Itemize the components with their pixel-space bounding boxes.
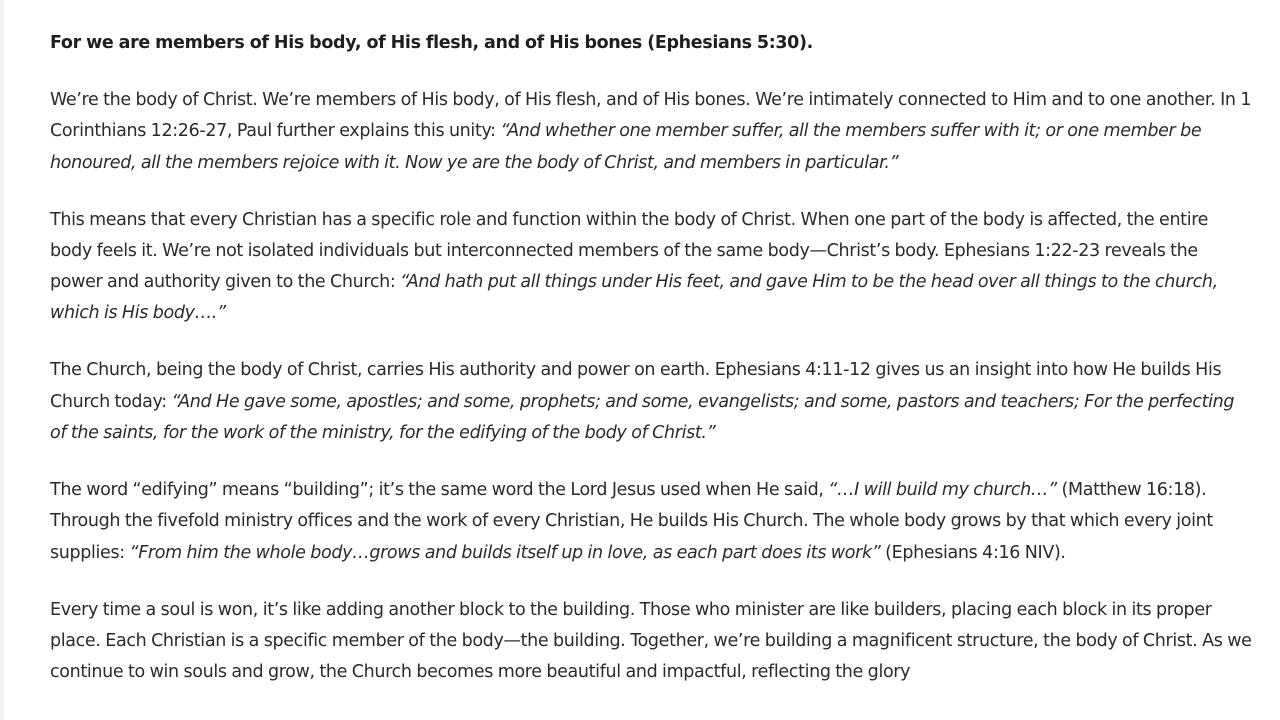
paragraph-3-quote: “And He gave some, apostles; and some, prophets; and some, evangelists; and some, pastors and teachers; For the perfecting of the saints, for the work of the ministry, for the edifying of the body of Christ.”: [50, 391, 1235, 444]
paragraph-4-quote-a: “…I will build my church…”: [828, 480, 1057, 501]
paragraph-2-text: This means that every Christian has a specific role and function within the body of Christ. When one part of the body is affected, the entire body feels it. We’re not isolated individuals but interconnected members of the same body—Christ’s body. Ephesians 1:22-23 reveals the power and authority given to the Church:: [50, 209, 1209, 293]
page: [4, 0, 1280, 720]
devotional-article: [50, 28, 1254, 714]
paragraph-4-text-c: (Ephesians 4:16 NIV).: [880, 542, 1066, 563]
paragraph-5-text: Every time a soul is won, it’s like adding another block to the building. Those who minister are like builders, placing each block in its proper place. Each Christian is a specific member of the body—the building. Together, we’re building a magnificent structure, the body of Christ. As we continue to win souls and grow, the Church becomes more beautiful and impactful, reflecting the glory: [50, 599, 1252, 683]
paragraph-4-text-a: The word “edifying” means “building”; it’s the same word the Lord Jesus used when He said,: [50, 480, 829, 501]
lead-scripture: For we are members of His body, of His flesh, and of His bones (Ephesians 5:30).: [50, 33, 813, 53]
paragraph-4-text-b: (Matthew 16:18). Through the fivefold ministry offices and the work of every Christian, He builds His Church. The whole body grows by that which every joint supplies:: [50, 480, 1213, 563]
paragraph-1-text: We’re the body of Christ. We’re members of His body, of His flesh, and of His bones. We’re intimately connected to Him and to one another. In 1 Corinthians 12:26-27, Paul further explains this unity:: [50, 89, 1252, 142]
paragraph-3: [50, 355, 1254, 449]
paragraph-1: [50, 85, 1254, 179]
paragraph-3-text: The Church, being the body of Christ, carries His authority and power on earth. Ephesians 4:11-12 gives us an insight into how He builds His Church today:: [50, 360, 1222, 412]
paragraph-1-quote: “And whether one member suffer, all the members suffer with it; or one member be honoured, all the members rejoice with it. Now ye are the body of Christ, and members in particular.”: [50, 121, 1202, 173]
paragraph-4: [50, 475, 1254, 569]
paragraph-5: [50, 595, 1254, 689]
paragraph-2: [50, 205, 1254, 330]
paragraph-4-quote-b: “From him the whole body…grows and builds itself up in love, as each part does its work”: [129, 542, 881, 563]
paragraph-2-quote: “And hath put all things under His feet, and gave Him to be the head over all things to the church, which is His body….”: [50, 272, 1218, 324]
